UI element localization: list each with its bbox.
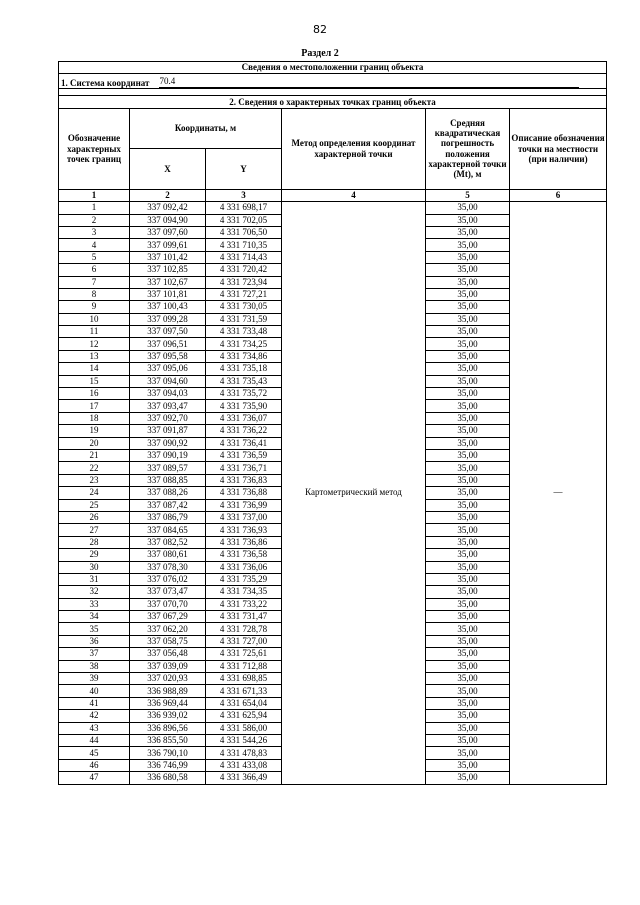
coordinate-y: 4 331 736,93	[206, 524, 282, 536]
coordinate-x: 337 070,70	[130, 598, 206, 610]
coordinate-y: 4 331 735,29	[206, 573, 282, 585]
mean-square-error: 35,00	[426, 412, 510, 424]
coordinate-y: 4 331 736,07	[206, 412, 282, 424]
mean-square-error: 35,00	[426, 226, 510, 238]
header-x: X	[130, 149, 206, 190]
coordinate-y: 4 331 734,35	[206, 586, 282, 598]
point-number: 26	[59, 511, 130, 523]
point-number: 13	[59, 350, 130, 362]
point-number: 45	[59, 747, 130, 759]
coordinate-x: 337 090,92	[130, 437, 206, 449]
point-number: 3	[59, 226, 130, 238]
mean-square-error: 35,00	[426, 264, 510, 276]
coordinate-y: 4 331 736,86	[206, 536, 282, 548]
point-number: 32	[59, 586, 130, 598]
coordinate-x: 337 099,28	[130, 313, 206, 325]
point-number: 42	[59, 710, 130, 722]
point-number: 40	[59, 685, 130, 697]
mean-square-error: 35,00	[426, 747, 510, 759]
page-number: 82	[313, 23, 327, 36]
coordinate-y: 4 331 723,94	[206, 276, 282, 288]
coordinate-y: 4 331 710,35	[206, 239, 282, 251]
coordinate-x: 337 100,43	[130, 301, 206, 313]
point-number: 16	[59, 388, 130, 400]
point-number: 44	[59, 734, 130, 746]
coordinate-x: 337 090,19	[130, 449, 206, 461]
mean-square-error: 35,00	[426, 462, 510, 474]
point-number: 7	[59, 276, 130, 288]
coordinate-x: 337 094,60	[130, 375, 206, 387]
coordinate-y: 4 331 735,18	[206, 363, 282, 375]
mean-square-error: 35,00	[426, 549, 510, 561]
mean-square-error: 35,00	[426, 561, 510, 573]
point-number: 5	[59, 251, 130, 263]
mean-square-error: 35,00	[426, 697, 510, 709]
coordinate-x: 337 094,03	[130, 388, 206, 400]
point-number: 17	[59, 400, 130, 412]
column-number: 4	[282, 189, 426, 201]
coordinate-y: 4 331 736,41	[206, 437, 282, 449]
coordinate-x: 337 088,26	[130, 487, 206, 499]
mean-square-error: 35,00	[426, 400, 510, 412]
coordinate-y: 4 331 625,94	[206, 710, 282, 722]
point-number: 9	[59, 301, 130, 313]
mean-square-error: 35,00	[426, 635, 510, 647]
mean-square-error: 35,00	[426, 511, 510, 523]
point-number: 33	[59, 598, 130, 610]
mean-square-error: 35,00	[426, 425, 510, 437]
point-number: 35	[59, 623, 130, 635]
coordinate-x: 337 088,85	[130, 474, 206, 486]
point-number: 43	[59, 722, 130, 734]
coordinate-x: 337 097,50	[130, 326, 206, 338]
mean-square-error: 35,00	[426, 474, 510, 486]
coordinate-x: 337 101,42	[130, 251, 206, 263]
coordinate-x: 337 102,67	[130, 276, 206, 288]
coordinate-y: 4 331 736,58	[206, 549, 282, 561]
section-title: Раздел 2	[301, 48, 339, 59]
mean-square-error: 35,00	[426, 772, 510, 784]
point-number: 28	[59, 536, 130, 548]
point-number: 15	[59, 375, 130, 387]
point-number: 20	[59, 437, 130, 449]
mean-square-error: 35,00	[426, 239, 510, 251]
column-number-row	[59, 189, 607, 201]
mean-square-error: 35,00	[426, 301, 510, 313]
mean-square-error: 35,00	[426, 251, 510, 263]
point-number: 46	[59, 759, 130, 771]
coordinate-y: 4 331 720,42	[206, 264, 282, 276]
coordinate-x: 337 076,02	[130, 573, 206, 585]
coordinate-y: 4 331 478,83	[206, 747, 282, 759]
coordinate-x: 337 067,29	[130, 611, 206, 623]
coordinate-y: 4 331 737,00	[206, 511, 282, 523]
column-number: 3	[206, 189, 282, 201]
coordinate-x: 337 078,30	[130, 561, 206, 573]
coordinate-y: 4 331 733,48	[206, 326, 282, 338]
point-number: 22	[59, 462, 130, 474]
point-number: 36	[59, 635, 130, 647]
mean-square-error: 35,00	[426, 524, 510, 536]
coordinate-x: 336 896,56	[130, 722, 206, 734]
coordinate-x: 337 073,47	[130, 586, 206, 598]
coordinate-y: 4 331 544,26	[206, 734, 282, 746]
coordinate-system-label: 1. Система координат	[61, 78, 150, 89]
coordinate-y: 4 331 586,00	[206, 722, 282, 734]
coordinate-x: 337 091,87	[130, 425, 206, 437]
point-number: 41	[59, 697, 130, 709]
coordinate-system-row	[59, 74, 607, 89]
header-method: Метод определения координат характерной точки	[282, 108, 426, 189]
point-number: 14	[59, 363, 130, 375]
coordinate-y: 4 331 731,59	[206, 313, 282, 325]
coordinate-y: 4 331 727,21	[206, 288, 282, 300]
coordinate-x: 337 092,42	[130, 202, 206, 214]
mean-square-error: 35,00	[426, 313, 510, 325]
point-number: 11	[59, 326, 130, 338]
column-number: 5	[426, 189, 510, 201]
mean-square-error: 35,00	[426, 536, 510, 548]
point-number: 23	[59, 474, 130, 486]
mean-square-error: 35,00	[426, 326, 510, 338]
coordinate-y: 4 331 433,08	[206, 759, 282, 771]
coordinate-y: 4 331 702,05	[206, 214, 282, 226]
header-error: Средняя квадратическая погрешность положения характерной точки (Mt), м	[426, 108, 510, 189]
mean-square-error: 35,00	[426, 388, 510, 400]
coordinate-x: 337 095,58	[130, 350, 206, 362]
mean-square-error: 35,00	[426, 685, 510, 697]
coordinate-y: 4 331 698,85	[206, 673, 282, 685]
coordinate-x: 337 101,81	[130, 288, 206, 300]
description-cell: —	[510, 202, 607, 784]
coordinate-x: 337 102,85	[130, 264, 206, 276]
mean-square-error: 35,00	[426, 449, 510, 461]
table-title: Сведения о местоположении границ объекта	[59, 62, 607, 74]
coordinate-y: 4 331 734,86	[206, 350, 282, 362]
mean-square-error: 35,00	[426, 288, 510, 300]
coordinate-y: 4 331 736,88	[206, 487, 282, 499]
column-number: 2	[130, 189, 206, 201]
coordinate-x: 337 095,06	[130, 363, 206, 375]
mean-square-error: 35,00	[426, 350, 510, 362]
point-number: 39	[59, 673, 130, 685]
column-number: 6	[510, 189, 607, 201]
coordinate-y: 4 331 730,05	[206, 301, 282, 313]
coordinate-y: 4 331 728,78	[206, 623, 282, 635]
mean-square-error: 35,00	[426, 660, 510, 672]
coordinate-y: 4 331 734,25	[206, 338, 282, 350]
boundary-points-table	[58, 61, 607, 785]
coordinate-x: 337 093,47	[130, 400, 206, 412]
mean-square-error: 35,00	[426, 338, 510, 350]
mean-square-error: 35,00	[426, 586, 510, 598]
mean-square-error: 35,00	[426, 276, 510, 288]
point-number: 1	[59, 202, 130, 214]
coordinate-y: 4 331 736,83	[206, 474, 282, 486]
coordinate-x: 337 020,93	[130, 673, 206, 685]
mean-square-error: 35,00	[426, 710, 510, 722]
coordinate-x: 337 097,60	[130, 226, 206, 238]
point-number: 19	[59, 425, 130, 437]
mean-square-error: 35,00	[426, 487, 510, 499]
coordinate-x: 337 099,61	[130, 239, 206, 251]
mean-square-error: 35,00	[426, 437, 510, 449]
coordinate-y: 4 331 735,90	[206, 400, 282, 412]
header-designation: Обозначение характерных точек границ	[59, 108, 130, 189]
coordinate-y: 4 331 706,50	[206, 226, 282, 238]
mean-square-error: 35,00	[426, 598, 510, 610]
coordinate-x: 337 087,42	[130, 499, 206, 511]
point-number: 12	[59, 338, 130, 350]
coordinate-x: 336 988,89	[130, 685, 206, 697]
coordinate-y: 4 331 671,33	[206, 685, 282, 697]
coordinate-y: 4 331 736,59	[206, 449, 282, 461]
mean-square-error: 35,00	[426, 611, 510, 623]
mean-square-error: 35,00	[426, 722, 510, 734]
coordinate-y: 4 331 725,61	[206, 648, 282, 660]
coordinate-y: 4 331 654,04	[206, 697, 282, 709]
method-cell: Картометрический метод	[282, 202, 426, 784]
coordinate-x: 336 969,44	[130, 697, 206, 709]
spacer-row	[59, 89, 607, 96]
mean-square-error: 35,00	[426, 499, 510, 511]
mean-square-error: 35,00	[426, 734, 510, 746]
point-number: 10	[59, 313, 130, 325]
coordinate-x: 336 746,99	[130, 759, 206, 771]
point-number: 27	[59, 524, 130, 536]
coordinate-y: 4 331 736,22	[206, 425, 282, 437]
coordinate-x: 337 058,75	[130, 635, 206, 647]
mean-square-error: 35,00	[426, 214, 510, 226]
coordinate-y: 4 331 735,43	[206, 375, 282, 387]
mean-square-error: 35,00	[426, 648, 510, 660]
coordinate-x: 337 089,57	[130, 462, 206, 474]
point-number: 30	[59, 561, 130, 573]
point-number: 21	[59, 449, 130, 461]
coordinate-y: 4 331 727,00	[206, 635, 282, 647]
coordinate-y: 4 331 731,47	[206, 611, 282, 623]
point-number: 47	[59, 772, 130, 784]
coordinate-x: 336 939,02	[130, 710, 206, 722]
point-number: 31	[59, 573, 130, 585]
header-description: Описание обозначения точки на местности (при наличии)	[510, 108, 607, 189]
coordinate-y: 4 331 733,22	[206, 598, 282, 610]
coordinate-x: 337 096,51	[130, 338, 206, 350]
point-number: 37	[59, 648, 130, 660]
coordinate-x: 337 062,20	[130, 623, 206, 635]
point-number: 6	[59, 264, 130, 276]
mean-square-error: 35,00	[426, 673, 510, 685]
coordinate-x: 337 082,52	[130, 536, 206, 548]
point-number: 24	[59, 487, 130, 499]
coordinate-x: 337 086,79	[130, 511, 206, 523]
subsection-title: 2. Сведения о характерных точках границ объекта	[59, 96, 607, 108]
coordinate-x: 336 855,50	[130, 734, 206, 746]
coordinate-y: 4 331 736,99	[206, 499, 282, 511]
point-number: 18	[59, 412, 130, 424]
point-number: 25	[59, 499, 130, 511]
coordinate-x: 336 790,10	[130, 747, 206, 759]
coordinate-x: 337 084,65	[130, 524, 206, 536]
coordinate-y: 4 331 712,88	[206, 660, 282, 672]
coordinate-y: 4 331 366,49	[206, 772, 282, 784]
coordinate-x: 337 080,61	[130, 549, 206, 561]
header-y: Y	[206, 149, 282, 190]
coordinate-x: 337 039,09	[130, 660, 206, 672]
coordinate-x: 337 056,48	[130, 648, 206, 660]
point-number: 29	[59, 549, 130, 561]
column-number: 1	[59, 189, 130, 201]
mean-square-error: 35,00	[426, 375, 510, 387]
mean-square-error: 35,00	[426, 759, 510, 771]
point-number: 4	[59, 239, 130, 251]
header-coordinates: Координаты, м	[130, 108, 282, 149]
coordinate-y: 4 331 736,06	[206, 561, 282, 573]
coordinate-x: 336 680,58	[130, 772, 206, 784]
coordinate-y: 4 331 714,43	[206, 251, 282, 263]
point-number: 34	[59, 611, 130, 623]
coordinate-x: 337 094,90	[130, 214, 206, 226]
mean-square-error: 35,00	[426, 623, 510, 635]
mean-square-error: 35,00	[426, 363, 510, 375]
coordinate-y: 4 331 735,72	[206, 388, 282, 400]
mean-square-error: 35,00	[426, 202, 510, 214]
coordinate-y: 4 331 698,17	[206, 202, 282, 214]
point-number: 38	[59, 660, 130, 672]
point-number: 2	[59, 214, 130, 226]
coordinate-system-value: 70.4	[159, 75, 579, 88]
table-row	[59, 202, 607, 214]
coordinate-y: 4 331 736,71	[206, 462, 282, 474]
point-number: 8	[59, 288, 130, 300]
coordinate-x: 337 092,70	[130, 412, 206, 424]
mean-square-error: 35,00	[426, 573, 510, 585]
